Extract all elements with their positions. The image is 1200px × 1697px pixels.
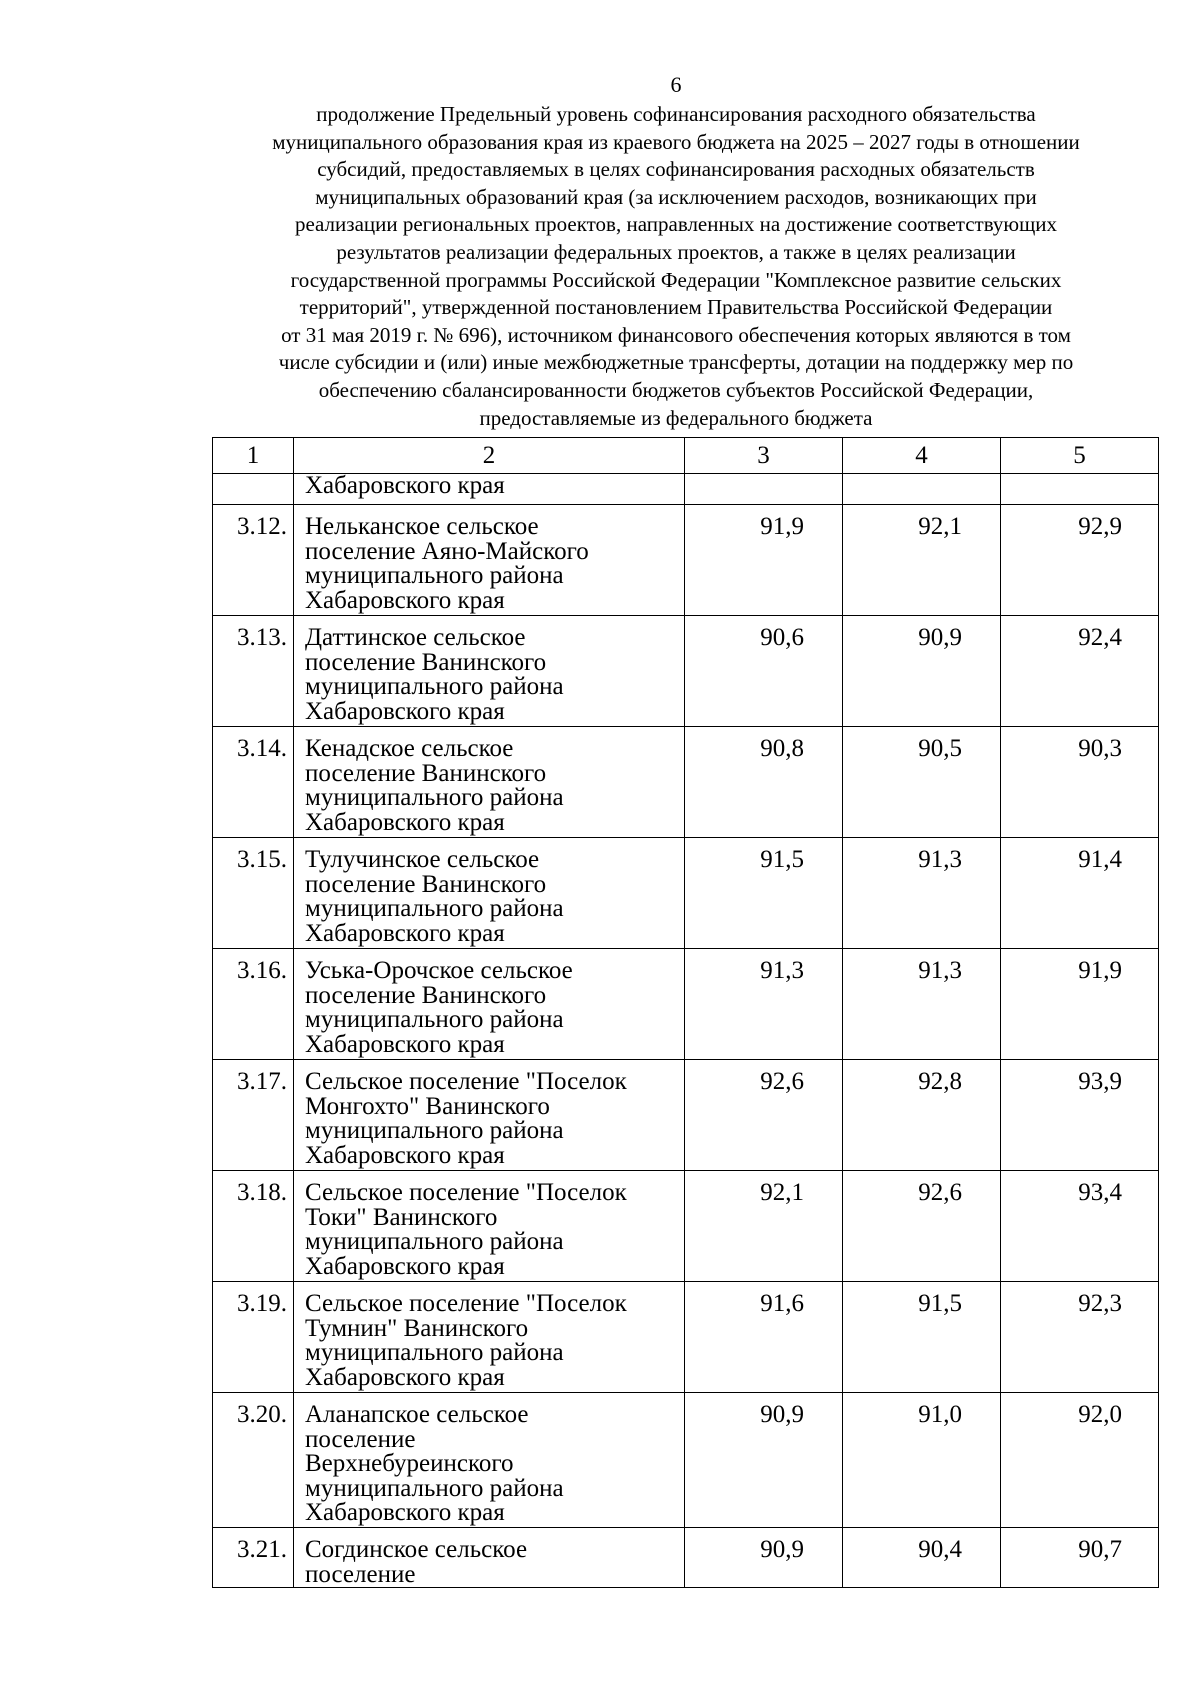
row-name-line: Сельское поселение "Поселок (305, 1290, 627, 1317)
row-name-line: Хабаровского края (305, 919, 505, 947)
table-header-row (213, 438, 1159, 474)
row-name-line: Монгохто" Ванинского (305, 1092, 550, 1120)
column-header: 3 (685, 438, 843, 474)
row-name-line: поселение Аяно-Майского (305, 537, 589, 565)
value-cell: 91,3 (843, 949, 1001, 1060)
row-name-line: Тулучинское сельское (305, 846, 540, 873)
row-name-line: Согдинское сельское (305, 1536, 528, 1563)
heading-line: числе субсидии и (или) иные межбюджетные трансферты, дотации на поддержку мер по (278, 350, 1074, 375)
row-number-cell: 3.14. (213, 727, 294, 838)
value-cell: 90,3 (1001, 727, 1159, 838)
row-number-cell: 3.12. (213, 505, 294, 616)
value-cell: 93,4 (1001, 1171, 1159, 1282)
value-cell: 90,4 (843, 1528, 1001, 1588)
row-name-line: Токи" Ванинского (305, 1203, 498, 1231)
heading-line: продолжение Предельный уровень софинансирования расходного обязательства (316, 102, 1036, 126)
row-name-line: муниципального района (305, 784, 564, 811)
row-name-cell (294, 616, 685, 727)
heading-line: от 31 мая 2019 г. № 696), источником финансового обеспечения которых являются в том (281, 322, 1071, 347)
row-name-line: поселение Ванинского (305, 870, 547, 898)
table-row-continuation (213, 474, 1159, 505)
table-row (213, 838, 1159, 949)
value-cell: 93,9 (1001, 1060, 1159, 1171)
row-name-line: муниципального района (305, 895, 564, 922)
heading-line: предоставляемые из федерального бюджета (479, 405, 873, 430)
column-header: 1 (213, 438, 294, 474)
row-name-line: поселение Ванинского (305, 981, 547, 1009)
value-cell: 90,9 (685, 1528, 843, 1588)
value-cell: 92,1 (685, 1171, 843, 1282)
row-name-line: Хабаровского края (305, 1499, 505, 1526)
row-name-cell (294, 1282, 685, 1393)
row-name-line: поселение Ванинского (305, 648, 547, 676)
table-row (213, 1528, 1159, 1588)
row-name-line: муниципального района (305, 1006, 564, 1033)
value-cell: 92,6 (843, 1171, 1001, 1282)
row-name-line: муниципального района (305, 673, 564, 700)
value-cell: 92,1 (843, 505, 1001, 616)
row-name-cell (294, 1393, 685, 1528)
value-cell (843, 474, 1001, 505)
row-name-line: поселение Ванинского (305, 759, 547, 787)
row-number-cell: 3.21. (213, 1528, 294, 1588)
row-name-line: Аланапское сельское (305, 1401, 529, 1428)
value-cell: 92,0 (1001, 1393, 1159, 1528)
table-row (213, 1060, 1159, 1171)
value-cell: 92,6 (685, 1060, 843, 1171)
column-header: 2 (294, 438, 685, 474)
row-number-cell: 3.19. (213, 1282, 294, 1393)
row-name-line: Хабаровского края (305, 808, 505, 836)
row-name-cell (294, 1528, 685, 1588)
row-name-line: поселение (305, 1560, 416, 1588)
row-name-cell (294, 1171, 685, 1282)
row-name-line: Нельканское сельское (305, 513, 539, 540)
heading-line: муниципального образования края из краевого бюджета на 2025 – 2027 годы в отношении (272, 129, 1080, 154)
heading-line: обеспечению сбалансированности бюджетов субъектов Российской Федерации, (318, 377, 1034, 402)
row-name-line: Сельское поселение "Поселок (305, 1068, 627, 1095)
row-name-line: муниципального района (305, 1228, 564, 1255)
subsidy-table (212, 437, 1159, 1588)
value-cell (685, 474, 843, 505)
value-cell: 91,9 (685, 505, 843, 616)
table-row (213, 727, 1159, 838)
heading-line: муниципальных образований края (за исключением расходов, возникающих при (315, 184, 1037, 209)
row-name-line: муниципального района (305, 1339, 564, 1366)
heading-line: территорий", утвержденной постановлением Правительства Российской Федерации (299, 295, 1053, 320)
value-cell: 91,5 (843, 1282, 1001, 1393)
value-cell: 90,8 (685, 727, 843, 838)
row-name-line: Верхнебуреинского (305, 1450, 514, 1477)
row-name-line: Хабаровского края (305, 1030, 505, 1058)
row-name-line: поселение (305, 1425, 416, 1453)
value-cell: 92,3 (1001, 1282, 1159, 1393)
row-name-cell (294, 949, 685, 1060)
table-row (213, 505, 1159, 616)
row-name-cell (294, 727, 685, 838)
value-cell: 92,9 (1001, 505, 1159, 616)
value-cell: 91,3 (685, 949, 843, 1060)
heading-line: субсидий, предоставляемых в целях софинансирования расходных обязательств (317, 157, 1035, 182)
row-name-line: Хабаровского края (305, 586, 505, 614)
value-cell: 92,4 (1001, 616, 1159, 727)
value-cell (1001, 474, 1159, 505)
value-cell: 91,5 (685, 838, 843, 949)
heading-line: государственной программы Российской Федерации "Комплексное развитие сельских (290, 267, 1062, 292)
page-number: 6 (670, 72, 682, 97)
table-row (213, 1282, 1159, 1393)
value-cell: 90,6 (685, 616, 843, 727)
row-number-cell (213, 474, 294, 505)
row-name-line: Сельское поселение "Поселок (305, 1179, 627, 1206)
value-cell: 90,9 (685, 1393, 843, 1528)
row-number-cell: 3.16. (213, 949, 294, 1060)
heading-line: реализации региональных проектов, направленных на достижение соответствующих (294, 212, 1058, 237)
row-name-line: Даттинское сельское (305, 624, 526, 651)
row-number-cell: 3.17. (213, 1060, 294, 1171)
row-number-cell: 3.13. (213, 616, 294, 727)
row-name-line: муниципального района (305, 1474, 564, 1502)
row-number-cell: 3.20. (213, 1393, 294, 1528)
row-name-cell: Хабаровского края (294, 474, 685, 505)
row-name-line: Хабаровского края (305, 1252, 505, 1280)
row-number-cell: 3.15. (213, 838, 294, 949)
row-name-cell (294, 1060, 685, 1171)
column-header: 5 (1001, 438, 1159, 474)
value-cell: 91,6 (685, 1282, 843, 1393)
row-name-line: Хабаровского края (305, 1141, 505, 1169)
value-cell: 90,5 (843, 727, 1001, 838)
table-row (213, 1171, 1159, 1282)
row-name-line: Тумнин" Ванинского (305, 1314, 529, 1342)
heading-line: результатов реализации федеральных проектов, а также в целях реализации (336, 239, 1016, 264)
table-row (213, 1393, 1159, 1528)
table-row (213, 616, 1159, 727)
column-header: 4 (843, 438, 1001, 474)
row-name-line: муниципального района (305, 562, 564, 589)
value-cell: 91,4 (1001, 838, 1159, 949)
value-cell: 90,7 (1001, 1528, 1159, 1588)
row-name-cell (294, 838, 685, 949)
value-cell: 91,9 (1001, 949, 1159, 1060)
row-name-line: Кенадское сельское (305, 735, 514, 762)
document-heading (196, 101, 1156, 432)
value-cell: 91,0 (843, 1393, 1001, 1528)
row-name-line: муниципального района (305, 1117, 564, 1144)
value-cell: 92,8 (843, 1060, 1001, 1171)
table-row (213, 949, 1159, 1060)
row-name-line: Хабаровского края (305, 697, 505, 725)
row-name-line: Хабаровского края (305, 1363, 505, 1391)
value-cell: 91,3 (843, 838, 1001, 949)
row-name-line: Уська-Орочское сельское (305, 957, 573, 984)
row-name-cell (294, 505, 685, 616)
row-number-cell: 3.18. (213, 1171, 294, 1282)
value-cell: 90,9 (843, 616, 1001, 727)
